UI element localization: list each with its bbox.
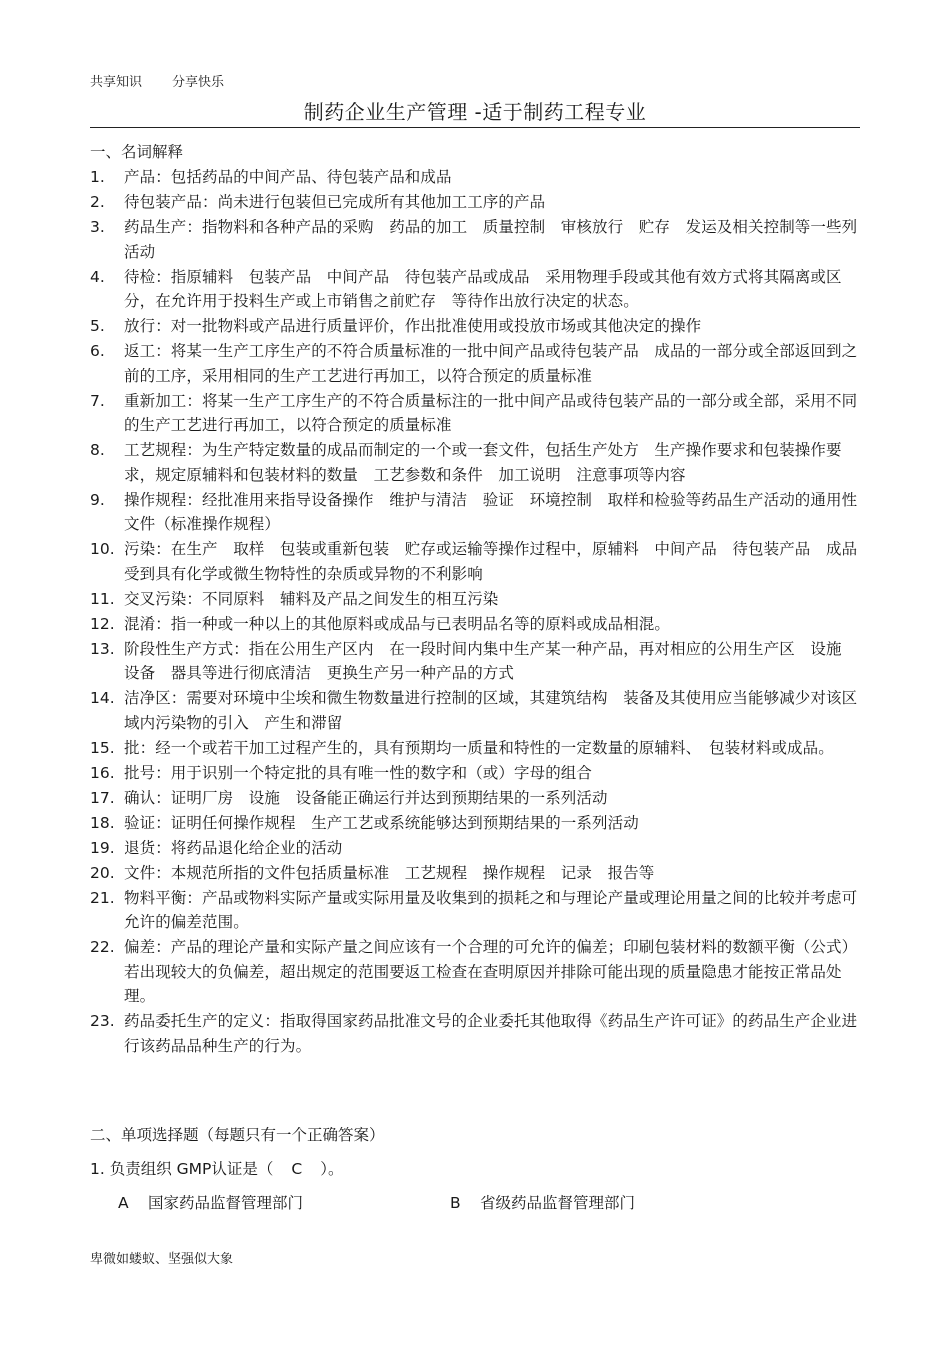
definition-number: 6.	[90, 342, 105, 360]
question-1	[90, 1157, 343, 1179]
definition-text: 洁净区：需要对环境中尘埃和微生物数量进行控制的区域，其建筑结构 装备及其使用应当能够减少对该区域内污染物的引入 产生和滞留	[124, 689, 858, 732]
definition-number: 21.	[90, 888, 115, 907]
question-answer: C	[291, 1160, 303, 1178]
definition-number: 15.	[90, 738, 115, 757]
definition-number: 10.	[90, 540, 115, 558]
question-stem: 1. 负责组织 GMP认证是（	[90, 1160, 274, 1178]
definition-number: 3.	[90, 218, 105, 236]
definition-text: 待检：指原辅料 包装产品 中间产品 待包装产品或成品 采用物理手段或其他有效方式将其隔离或区分，在允许用于投料生产或上市销售之前贮存 等待作出放行决定的状态。	[124, 267, 842, 310]
definition-number: 20.	[90, 863, 115, 882]
definition-number: 9.	[90, 490, 105, 509]
definition-item	[90, 587, 860, 612]
definition-number: 22.	[90, 938, 115, 956]
definition-number: 4.	[90, 267, 105, 286]
option-b	[450, 1191, 635, 1213]
option-letter: A	[118, 1194, 129, 1212]
definition-item	[90, 339, 860, 388]
option-a	[118, 1191, 303, 1213]
section-heading-definitions: 一、名词解释	[90, 143, 184, 161]
header-note-right: 分享快乐	[172, 75, 225, 90]
question-stem-end: ）。	[320, 1160, 344, 1178]
definition-item	[90, 1009, 860, 1058]
definition-text: 文件：本规范所指的文件包括质量标准 工艺规程 操作规程 记录 报告等	[124, 863, 655, 882]
header-note-left: 共享知识	[90, 75, 143, 90]
definition-number: 16.	[90, 763, 115, 782]
definition-text: 确认：证明厂房 设施 设备能正确运行并达到预期结果的一系列活动	[124, 788, 608, 807]
definition-number: 19.	[90, 838, 115, 857]
definition-number: 1.	[90, 168, 105, 186]
definition-text: 工艺规程：为生产特定数量的成品而制定的一个或一套文件，包括生产处方 生产操作要求和包装操作要求，规定原辅料和包装材料的数量 工艺参数和条件 加工说明 注意事项等内容	[124, 441, 842, 484]
definition-text: 批：经一个或若干加工过程产生的，具有预期均一质量和特性的一定数量的原辅料、 包装材料或成品。	[124, 738, 834, 757]
definition-item	[90, 935, 860, 1009]
option-text: 国家药品监督管理部门	[148, 1194, 304, 1212]
definition-number: 17.	[90, 788, 115, 807]
definition-text: 药品生产：指物料和各种产品的采购 药品的加工 质量控制 审核放行 贮存 发运及相关控制等一些列活动	[124, 218, 858, 261]
option-text: 省级药品监督管理部门	[480, 1194, 636, 1212]
definition-text: 操作规程：经批准用来指导设备操作 维护与清洁 验证 环境控制 取样和检验等药品生产活动的通用性文件（标准操作规程）	[124, 490, 858, 533]
definition-item	[90, 215, 860, 264]
definition-text: 物料平衡：产品或物料实际产量或实际用量及收集到的损耗之和与理论产量或理论用量之间的比较并考虑可允许的偏差范围。	[124, 888, 858, 931]
definition-text: 药品委托生产的定义：指取得国家药品批准文号的企业委托其他取得《药品生产许可证》的药品生产企业进行该药品品种生产的行为。	[124, 1012, 858, 1055]
definition-text: 重新加工：将某一生产工序生产的不符合质量标注的一批中间产品或待包装产品的一部分或全部，采用不同的生产工艺进行再加工，以符合预定的质量标准	[124, 391, 858, 434]
definition-item	[90, 438, 860, 487]
definition-item	[90, 861, 860, 886]
definition-text: 验证：证明任何操作规程 生产工艺或系统能够达到预期结果的一系列活动	[124, 813, 639, 832]
definition-text: 污染：在生产 取样 包装或重新包装 贮存或运输等操作过程中，原辅料 中间产品 待包装产品 成品受到具有化学或微生物特性的杂质或异物的不利影响	[124, 540, 858, 583]
definition-number: 12.	[90, 614, 115, 633]
definition-item	[90, 265, 860, 314]
definition-item	[90, 314, 860, 339]
definition-item	[90, 736, 860, 761]
footer-note: 卑微如蝼蚁、坚强似大象	[90, 1252, 234, 1267]
definition-item	[90, 612, 860, 637]
definition-number: 2.	[90, 193, 105, 211]
definition-item	[90, 637, 860, 686]
title-underline	[90, 127, 860, 128]
definition-item	[90, 165, 860, 190]
section-heading-choice: 二、单项选择题（每题只有一个正确答案）	[90, 1126, 385, 1144]
definition-item	[90, 836, 860, 861]
definition-number: 8.	[90, 441, 105, 459]
definition-item	[90, 786, 860, 811]
definition-item	[90, 811, 860, 836]
definition-item	[90, 389, 860, 438]
definition-text: 偏差：产品的理论产量和实际产量之间应该有一个合理的可允许的偏差；印刷包装材料的数额平衡（公式）若出现较大的负偏差，超出规定的范围要返工检查在查明原因并排除可能出现的质量隐患才能按正常品处理。	[124, 938, 858, 1005]
definition-item	[90, 190, 860, 215]
definition-item	[90, 686, 860, 735]
definition-number: 13.	[90, 639, 115, 658]
definition-number: 18.	[90, 813, 115, 832]
definition-text: 阶段性生产方式：指在公用生产区内 在一段时间内集中生产某一种产品，再对相应的公用生产区 设施 设备 器具等进行彻底清洁 更换生产另一种产品的方式	[124, 639, 858, 682]
definition-text: 批号：用于识别一个特定批的具有唯一性的数字和（或）字母的组合	[124, 763, 593, 782]
document-title: 制药企业生产管理 -适于制药工程专业	[303, 100, 647, 124]
definition-item	[90, 488, 860, 537]
definition-text: 产品：包括药品的中间产品、待包装产品和成品	[124, 168, 452, 186]
definition-text: 混淆：指一种或一种以上的其他原料或成品与已表明品名等的原料或成品相混。	[124, 614, 671, 633]
definition-item	[90, 761, 860, 786]
definition-text: 交叉污染：不同原料 辅料及产品之间发生的相互污染	[124, 589, 499, 608]
definition-number: 14.	[90, 689, 115, 707]
definition-item	[90, 886, 860, 935]
header-note	[90, 71, 224, 90]
definition-item	[90, 537, 860, 586]
definition-number: 5.	[90, 317, 105, 335]
definition-text: 返工：将某一生产工序生产的不符合质量标准的一批中间产品或待包装产品 成品的一部分或全部返回到之前的工序，采用相同的生产工艺进行再加工，以符合预定的质量标准	[124, 342, 858, 385]
definition-number: 7.	[90, 391, 105, 410]
option-letter: B	[450, 1194, 461, 1212]
definition-number: 11.	[90, 589, 115, 608]
definition-number: 23.	[90, 1012, 115, 1030]
definition-text: 待包装产品：尚未进行包装但已完成所有其他加工工序的产品	[124, 193, 546, 211]
definition-text: 退货：将药品退化给企业的活动	[124, 838, 343, 857]
definition-text: 放行：对一批物料或产品进行质量评价，作出批准使用或投放市场或其他决定的操作	[124, 317, 702, 335]
definitions-list	[90, 165, 860, 1059]
